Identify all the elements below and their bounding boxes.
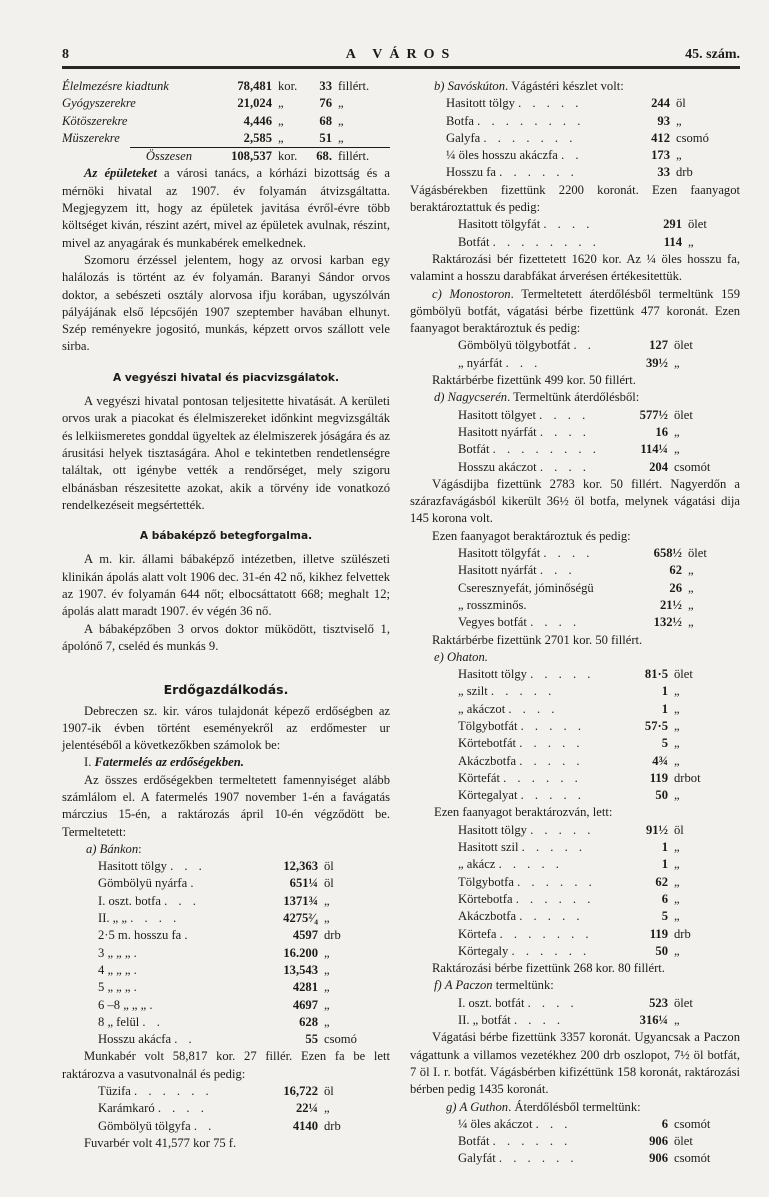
row-value: 628	[299, 1014, 318, 1029]
row-label: „ rosszminős.	[458, 597, 527, 612]
row-unit: öl	[324, 1084, 334, 1099]
row-value: 6	[661, 1116, 668, 1131]
paragraph-buildings: Az épületeket a városi tanács, a kórházi bizottság és a mérnöki hivatal az 1907. év folyamán átvizsgáltatta. Megjegyzem itt, hogy az épületek javitása évről-évre több költséget kiván, részint azért, mivel az épületek avulnak, részint, mivel az anyagárak és munkabérek emelkednek.	[62, 166, 390, 250]
table-row	[446, 147, 740, 164]
row-label: Hasitott tölgy . . .	[98, 859, 206, 874]
table-row	[446, 113, 740, 130]
section-e-table	[458, 666, 740, 804]
table-row	[458, 545, 752, 562]
table-row	[458, 580, 752, 597]
table-row	[458, 441, 740, 458]
row-label: „ akáczot . . . .	[458, 701, 559, 716]
row-unit: ölet	[674, 338, 693, 353]
row-unit: drb	[674, 926, 691, 941]
row-label: Hosszu akácfa . .	[98, 1032, 196, 1047]
row-unit: csomó	[324, 1032, 357, 1047]
row-value: 81·5	[644, 667, 668, 682]
row-unit: ölet	[674, 667, 693, 682]
row-label: Körtebotfát . . . . .	[458, 736, 584, 751]
row-label: Botfát . . . . . . . .	[458, 234, 600, 249]
table-row	[458, 355, 740, 372]
row-unit: „	[674, 718, 680, 733]
row-unit: csomó	[676, 130, 709, 145]
table-row	[458, 856, 740, 873]
row-label: Körtebotfa . . . . . .	[458, 891, 595, 906]
table-row	[458, 943, 740, 960]
section-d-table	[458, 407, 740, 476]
row-value: 16.200	[283, 945, 318, 960]
table-row	[458, 701, 740, 718]
table-row	[458, 770, 740, 787]
row-label: Gömbölyü tölgyfa . .	[98, 1118, 216, 1133]
paragraph-d3: Raktárbérbe fizettünk 2701 kor. 50 fillért.	[432, 632, 643, 647]
row-value: 316¼	[639, 1013, 668, 1028]
row-value: 906	[649, 1134, 668, 1149]
row-label: Hasitott tölgyfát . . . .	[458, 217, 594, 232]
row-unit: „	[324, 911, 330, 926]
row-label: ¼ öles akáczot . . .	[458, 1116, 572, 1131]
paragraph-midwife-2: A bábaképzőben 3 orvos doktor müködött, tisztviselő 1, ápolónő 7, cseléd és munkás 9.	[62, 621, 390, 653]
row-unit: csomót	[674, 1151, 711, 1166]
paragraph-forestry-1: Debreczen sz. kir. város tulajdonát képező erdőségben az 1907-ik évben történt eseményekről az erdőmester ur jelentéséből a következőkben számolok be:	[62, 703, 390, 753]
paragraph-death: Szomoru érzéssel jelentem, hogy az orvosi karban egy halálozás is történt az év folyamán. Baranyi Sándor orvos doktor, a sebészeti osztály alorvosa ifju korában, ugyszólván pályájának első lépcsőjén 1907 szeptember havában elhunyt. Szép reményekre jogositó, munkás, képzett orvos szállott vele sirba.	[62, 252, 390, 354]
row-label: Tölgybotfa . . . . . .	[458, 874, 596, 889]
row-unit: „	[674, 840, 680, 855]
section-f-table	[458, 995, 740, 1030]
row-unit: ölet	[674, 1134, 693, 1149]
row-value: 33	[657, 165, 670, 180]
row-unit: öl	[324, 859, 334, 874]
row-unit: öl	[674, 822, 684, 837]
table-row	[458, 839, 740, 856]
table-row	[458, 1150, 740, 1167]
row-value: 57·5	[644, 718, 668, 733]
row-label: Cseresznyefát, jóminőségü	[458, 580, 594, 595]
row-value: 651¼	[289, 876, 318, 891]
table-row	[458, 337, 740, 354]
row-unit: drb	[324, 928, 341, 943]
table-row	[98, 997, 390, 1014]
row-unit: „	[324, 1101, 330, 1116]
row-label: „ szilt . . . . .	[458, 684, 556, 699]
table-row	[458, 822, 740, 839]
row-unit: „	[688, 615, 694, 630]
table-row	[98, 1014, 390, 1031]
total-row: Összesen 108,537 kor. 68. fillért.	[130, 147, 390, 165]
table-row	[98, 875, 390, 892]
paragraph-c: Raktárbérbe fizettünk 499 kor. 50 fillért.	[432, 373, 636, 388]
heading-chemistry: A vegyészi hivatal és piacvizsgálatok.	[113, 371, 339, 384]
section-g-table	[458, 1116, 740, 1168]
paragraph-forestry-2: Az összes erdőségekben termeltetett famennyiséget alább számlálom el. A fatermelés 1907 november 1-én a favágatás márczius 15-én, a raktározás ápril 10-én végződött be. Termeltetett:	[62, 772, 390, 839]
table-row	[458, 787, 740, 804]
row-unit: „	[674, 874, 680, 889]
row-value: 523	[649, 995, 668, 1010]
row-value: 5	[661, 736, 668, 751]
row-value: 1	[661, 701, 668, 716]
row-unit: „	[324, 893, 330, 908]
row-label: 2·5 m. hosszu fa .	[98, 928, 192, 943]
table-row	[98, 1031, 390, 1048]
row-label: Hasitott tölgy . . . . .	[458, 667, 595, 682]
row-value: 50	[655, 943, 668, 958]
paragraph-chemistry: A vegyészi hivatal pontosan teljesitette hivatását. A kerületi orvos urak a piacokat és élelmiszereket időnkint megvizsgálták és lelkiismeretes gonddal ügyeltek az élelmiszerek jóságára és az árusitási helyek tisztaságára. Ahol e tekintetben rendetlenségre találtak, ott igénybe vették a rendőrséget, mely szigoru elbánásban részesitette azokat, akik a törvény ide vonatkozó rendelkezéseit megsértették.	[62, 394, 390, 512]
row-value: 93	[657, 113, 670, 128]
row-label: Hasitott tölgyet . . . .	[458, 407, 590, 422]
section-d-heading: d) Nagycserén. Termeltünk áterdőlésből:	[434, 390, 640, 405]
paragraph-wage: Munkabér volt 58,817 kor. 27 fillér. Ezen fa be lett raktározva a vasutvonalnál és pedig:	[62, 1049, 390, 1081]
row-unit: „	[674, 355, 680, 370]
paragraph-b2: Raktározási bér fizettetett 1620 kor. Az ¼ öles hosszu fa, valamint a hosszu darabfákat árverésen értékesitettük.	[410, 251, 740, 284]
table-row	[458, 424, 740, 441]
table-row	[458, 1116, 740, 1133]
row-unit: „	[688, 563, 694, 578]
paragraph-midwife-1: A m. kir. állami bábaképző intézetben, illetve szülészeti klinikán ápolás alatt volt 1906 dec. 31-én 42 nő, kikhez felvettek az 1907. év folyamán 644 nőt; elbocsáttatott 668; meghalt 12; ápolás alatt maradt 1907. év végén 36 nő.	[62, 552, 390, 619]
row-unit: „	[688, 597, 694, 612]
row-label: „ nyárfát . . .	[458, 355, 542, 370]
table-row	[458, 1012, 740, 1029]
row-unit: öl	[324, 876, 334, 891]
table-row	[98, 962, 390, 979]
page-header	[62, 47, 740, 67]
table-row	[98, 910, 390, 927]
row-label: II. „ „ . . . .	[98, 911, 181, 926]
expenses-table	[62, 78, 390, 165]
row-value: 4281	[292, 980, 318, 995]
row-label: Botfa . . . . . . . .	[446, 113, 585, 128]
row-label: 4 „ „ „ .	[98, 962, 141, 977]
header-rule	[62, 66, 740, 69]
table-row: Gyógyszerekre 21,024 „ 76 „	[62, 96, 344, 111]
section-f-heading: f) A Paczon termeltünk:	[434, 978, 554, 993]
row-label: 5 „ „ „ .	[98, 980, 141, 995]
row-label: Hasitott nyárfát . . .	[458, 563, 576, 578]
row-unit: drb	[324, 1118, 341, 1133]
row-value: 127	[649, 338, 668, 353]
row-unit: „	[674, 857, 680, 872]
row-unit: ölet	[674, 407, 693, 422]
row-unit: öl	[676, 96, 686, 111]
row-label: Körtefa . . . . . . .	[458, 926, 593, 941]
section-b-heading: b) Savóskúton. Vágástéri készlet volt:	[434, 79, 624, 93]
row-unit: „	[688, 580, 694, 595]
table-row	[98, 1083, 390, 1100]
section-c-paragraph: c) Monostoron. Termeltetett áterdőlésből termeltünk 159 gömbölyü botfát, vágatási bérbe fizettünk 477 koronát. Ezen faanyagot beraktároztuk és pedig:	[410, 286, 740, 336]
row-unit: „	[674, 442, 680, 457]
row-unit: csomót	[674, 1116, 711, 1131]
row-label: I. oszt. botfát . . . .	[458, 995, 578, 1010]
row-unit: „	[674, 1013, 680, 1028]
row-value: 4275²⁄₄	[283, 911, 318, 926]
row-value: 4697	[292, 997, 318, 1012]
row-label: Hasitott tölgyfát . . . .	[458, 546, 594, 561]
row-unit: „	[674, 753, 680, 768]
row-value: 1	[661, 684, 668, 699]
row-unit: „	[324, 962, 330, 977]
paragraph-e1: Ezen faanyagot beraktározván, lett:	[434, 805, 613, 820]
row-label: Akáczbotfa . . . . .	[458, 909, 584, 924]
row-label: Hasitott tölgy . . . . .	[458, 822, 595, 837]
row-unit: „	[674, 788, 680, 803]
row-value: 244	[651, 96, 670, 111]
left-column	[62, 78, 390, 1152]
table-row	[458, 735, 740, 752]
row-label: Gömbölyü nyárfa .	[98, 876, 198, 891]
section-g-heading: g) A Guthon. Áterdőlésből termeltünk:	[446, 1099, 641, 1114]
row-value: 173	[651, 148, 670, 163]
row-value: 21½	[659, 597, 682, 612]
row-unit: „	[674, 909, 680, 924]
row-label: Körtegaly . . . . . .	[458, 943, 591, 958]
row-label: Gömbölyü tölgybotfát . .	[458, 338, 595, 353]
table-row	[446, 164, 740, 181]
table-row	[458, 718, 740, 735]
table-row	[458, 459, 740, 476]
row-label: Akáczbotfa . . . . .	[458, 753, 584, 768]
row-value: 1371¾	[283, 893, 318, 908]
row-value: 50	[655, 788, 668, 803]
row-unit: „	[324, 997, 330, 1012]
table-row	[98, 1118, 390, 1135]
row-label: Botfát . . . . . . . .	[458, 442, 600, 457]
row-unit: „	[674, 684, 680, 699]
row-value: 114	[663, 234, 682, 249]
row-value: 658½	[653, 546, 682, 561]
table-row	[458, 874, 740, 891]
row-value: 119	[649, 770, 668, 785]
table-row	[458, 753, 740, 770]
row-value: 4¾	[652, 753, 668, 768]
row-label: Galyfa . . . . . . .	[446, 130, 577, 145]
row-value: 16	[655, 424, 668, 439]
table-row: Élelmezésre kiadtunk 78,481 kor. 33 fillért.	[62, 79, 370, 93]
section-b-storage-table	[458, 216, 740, 251]
row-label: Hosszu akáczot . . . .	[458, 459, 590, 474]
row-unit: drb	[676, 165, 693, 180]
heading-midwife: A bábaképző betegforgalma.	[139, 530, 313, 543]
row-value: 62	[669, 563, 682, 578]
row-unit: „	[676, 113, 682, 128]
section-e-storage-table	[458, 822, 740, 960]
row-value: 4140	[292, 1118, 318, 1133]
row-label: 3 „ „ „ .	[98, 945, 141, 960]
table-row	[98, 979, 390, 996]
row-value: 119	[649, 926, 668, 941]
row-unit: „	[674, 424, 680, 439]
table-row	[98, 858, 390, 875]
row-unit: ölet	[688, 546, 707, 561]
row-value: 412	[651, 130, 670, 145]
section-a-heading: a) Bánkon:	[86, 841, 142, 856]
subheading-I: I. Fatermelés az erdőségekben.	[84, 755, 244, 770]
row-label: Körtefát . . . . . .	[458, 770, 582, 785]
row-label: Karámkaró . . . .	[98, 1101, 208, 1116]
storage-table	[98, 1083, 390, 1135]
row-label: Hasitott tölgy . . . . .	[446, 96, 583, 111]
row-value: 577½	[639, 407, 668, 422]
table-row	[458, 891, 740, 908]
row-value: 91½	[645, 822, 668, 837]
row-value: 6	[661, 891, 668, 906]
row-label: Hosszu fa . . . . . .	[446, 165, 578, 180]
row-value: 5	[661, 909, 668, 924]
paragraph-freight: Fuvarbér volt 41,577 kor 75 f.	[84, 1135, 237, 1150]
row-unit: „	[688, 234, 694, 249]
heading-forestry: Erdőgazdálkodás.	[163, 682, 289, 698]
row-label: Vegyes botfát . . . .	[458, 615, 581, 630]
row-unit: „	[674, 891, 680, 906]
row-label: „ akácz . . . . .	[458, 857, 563, 872]
section-c-table	[458, 337, 740, 372]
table-row	[458, 407, 740, 424]
row-unit: „	[674, 943, 680, 958]
page-number: 8	[62, 47, 69, 62]
row-label: Tüzifa . . . . . .	[98, 1084, 213, 1099]
row-value: 204	[649, 459, 668, 474]
row-value: 114¼	[640, 442, 668, 457]
table-row	[458, 683, 740, 700]
row-value: 39½	[645, 355, 668, 370]
section-d-storage-table	[458, 545, 740, 631]
section-a-table	[98, 858, 390, 1048]
paragraph-b1: Vágásbérekben fizettünk 2200 koronát. Ezen faanyagot beraktároztattuk és pedig:	[410, 182, 740, 215]
row-value: 132½	[653, 615, 682, 630]
row-unit: „	[324, 1014, 330, 1029]
row-value: 1	[661, 840, 668, 855]
row-value: 62	[655, 874, 668, 889]
table-row	[458, 562, 752, 579]
row-label: Botfát . . . . . .	[458, 1134, 572, 1149]
row-label: II. „ botfát . . . .	[458, 1013, 565, 1028]
row-label: Körtegalyat . . . . .	[458, 788, 585, 803]
row-value: 26	[669, 580, 682, 595]
row-label: I. oszt. botfa . . .	[98, 893, 200, 908]
row-label: Galyfát . . . . . .	[458, 1151, 578, 1166]
row-value: 291	[663, 217, 682, 232]
row-value: 1	[661, 857, 668, 872]
section-b-table	[446, 95, 740, 181]
table-row: Kötöszerekre 4,446 „ 68 „	[62, 113, 344, 128]
table-row	[98, 893, 390, 910]
table-row	[98, 1100, 390, 1117]
table-row	[98, 945, 390, 962]
row-unit: ölet	[674, 995, 693, 1010]
publication-title: A VÁROS	[345, 47, 457, 62]
table-row	[458, 234, 752, 251]
issue-number: 45. szám.	[685, 47, 740, 62]
row-unit: „	[676, 148, 682, 163]
table-row	[458, 597, 752, 614]
table-row	[458, 666, 740, 683]
paragraph-d2: Ezen faanyagot beraktároztuk és pedig:	[432, 528, 631, 543]
row-unit: ölet	[688, 217, 707, 232]
table-row	[458, 1133, 740, 1150]
row-value: 13,543	[283, 962, 318, 977]
table-row	[458, 614, 752, 631]
row-unit: csomót	[674, 459, 711, 474]
row-label: Tölgybotfát . . . . .	[458, 718, 585, 733]
row-value: 4597	[292, 928, 318, 943]
row-unit: „	[324, 945, 330, 960]
row-value: 12,363	[283, 859, 318, 874]
row-value: 22¼	[295, 1101, 318, 1116]
table-row	[458, 926, 740, 943]
row-value: 16,722	[283, 1084, 318, 1099]
table-row: Müszerekre 2,585 „ 51 „	[62, 130, 344, 145]
row-label: ¼ öles hosszu akáczfa . .	[446, 148, 583, 163]
row-unit: drbot	[674, 770, 701, 785]
row-unit: „	[324, 980, 330, 995]
row-value: 906	[649, 1151, 668, 1166]
paragraph-f: Vágatási bérbe fizettünk 3357 koronát. Ugyancsak a Paczon vágattunk a villamos vezetékhez 200 drb oszlopot, 7½ öl botfát, 7 öl I. r. botfát. Vágásbérben kifizéttünk 158 koronát, raktározási bérben pedig 1435 koronát.	[410, 1030, 740, 1097]
row-label: Hasitott szil . . . . .	[458, 840, 587, 855]
paragraph-e2: Raktározási bérbe fizettünk 268 kor. 80 fillért.	[432, 961, 665, 976]
row-value: 55	[305, 1032, 318, 1047]
table-row	[98, 927, 390, 944]
table-row	[458, 995, 740, 1012]
row-label: Hasitott nyárfát . . . .	[458, 424, 590, 439]
table-row	[446, 95, 740, 112]
table-row	[446, 130, 740, 147]
table-row	[458, 908, 740, 925]
paragraph-d1: Vágásdijba fizettünk 2783 kor. 50 fillért. Nagyerdőn a szárazfavágásból kikerült 36½ öl botfa, melynek vágatási dija 145 korona volt.	[410, 476, 740, 526]
right-column	[410, 78, 740, 1168]
row-unit: „	[674, 736, 680, 751]
table-row	[458, 216, 752, 233]
row-label: 8 „ felül . .	[98, 1014, 164, 1029]
section-e-heading: e) Ohaton.	[434, 649, 488, 664]
row-unit: „	[674, 701, 680, 716]
row-label: 6 –8 „ „ „ .	[98, 997, 157, 1012]
